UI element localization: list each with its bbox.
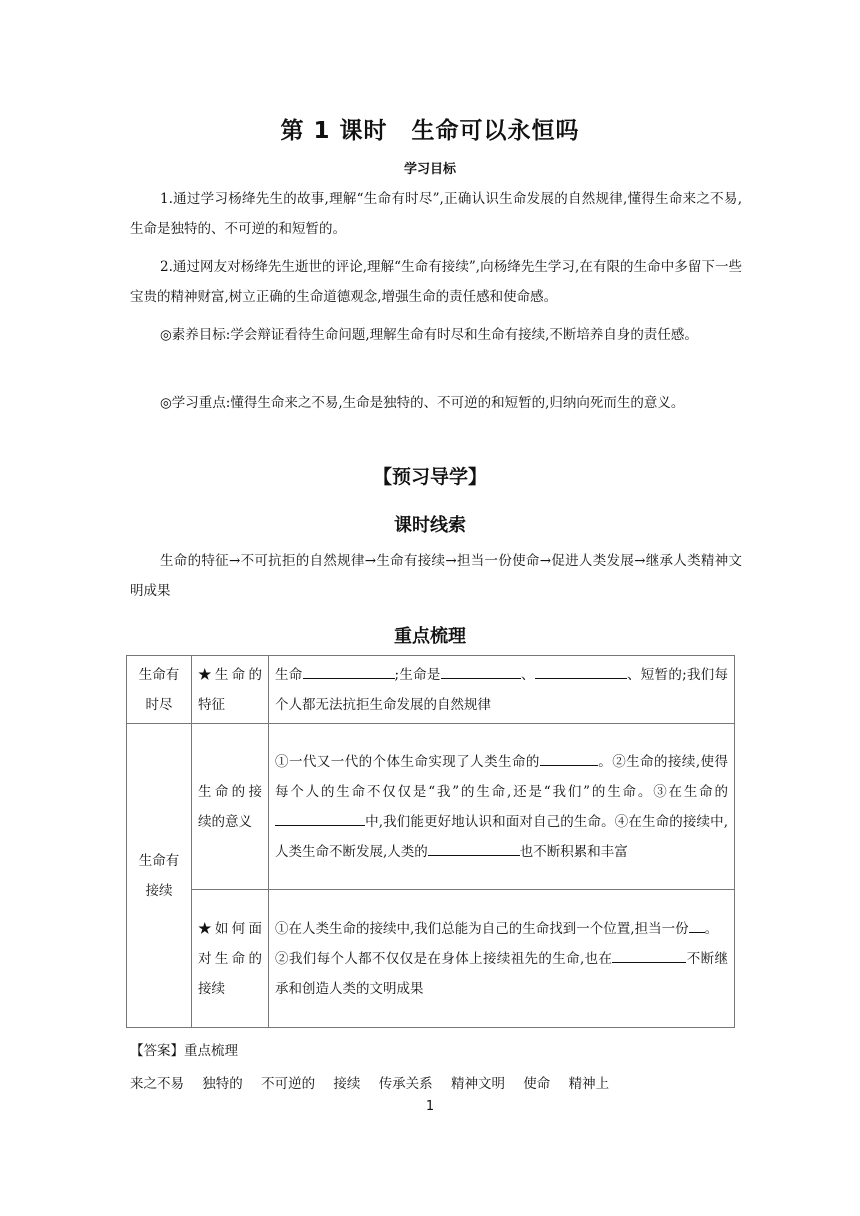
answer-item: 接续 (333, 1076, 361, 1092)
table-row (127, 890, 735, 1028)
topic-cell-meaning: 生命的接续的意义 (192, 724, 269, 890)
fill-blank[interactable] (428, 837, 520, 856)
fill-blank[interactable] (535, 660, 627, 679)
facing-point-2 (275, 944, 728, 1004)
group-cell-time-limit: 生命有时尽 (127, 656, 192, 724)
answer-item: 不可逆的 (261, 1076, 316, 1092)
page-number: 1 (425, 1099, 435, 1114)
fill-blank[interactable] (275, 807, 365, 826)
fill-blank[interactable] (612, 944, 686, 963)
answer-item: 传承关系 (378, 1076, 433, 1092)
cell-text: 不断继承和创造人类的文明成果 (275, 950, 728, 997)
lesson-title: 第 1 课时 生命可以永恒吗 (280, 118, 580, 144)
objectives-heading: 学习目标 (403, 162, 456, 177)
fill-blank[interactable] (441, 660, 521, 679)
cell-text: 也不断积累和丰富 (519, 843, 628, 860)
cell-text: 。②生命的接续,使得每个人的生命不仅仅是“我”的生命,还是“我们”的生命。③在生命的 (275, 753, 728, 800)
answer-item: 来之不易 (130, 1076, 184, 1092)
cell-text: ②我们每个人都不仅仅是在身体上接续祖先的生命,也在 (275, 950, 613, 967)
table-row (127, 724, 735, 890)
cell-text: 生命 (275, 666, 303, 683)
objective-2: 2.通过网友对杨绛先生逝世的评论,理解“生命有接续”,向杨绛先生学习,在有限的生命中多留下一些宝贵的精神财富,树立正确的生命道德观念,增强生命的责任感和使命感。 (130, 259, 742, 305)
facing-point-1 (275, 914, 728, 944)
answer-list (130, 1072, 623, 1092)
fill-blank[interactable] (303, 660, 395, 679)
key-point: ◎学习重点:懂得生命来之不易,生命是独特的、不可逆的和短暂的,归纳向死而生的意义。 (160, 395, 685, 411)
summary-heading: 重点梳理 (394, 626, 466, 647)
group-cell-continuation: 生命有接续 (127, 724, 192, 1028)
content-cell-facing (269, 890, 735, 1028)
clue-text: 生命的特征→不可抗拒的自然规律→生命有接续→担当一份使命→促进人类发展→继承人类精神文明成果 (130, 553, 742, 599)
answer-item: 精神上 (568, 1076, 610, 1092)
content-cell-meaning (269, 724, 735, 890)
summary-table (126, 655, 735, 1028)
cell-text: ①在人类生命的接续中,我们总能为自己的生命找到一个位置,担当一份 (275, 920, 689, 937)
clue-heading: 课时线索 (394, 515, 466, 536)
fill-blank[interactable] (540, 747, 598, 766)
cell-text: ①一代又一代的个体生命实现了人类生命的 (275, 753, 540, 770)
cell-text: 中,我们能更好地认识和面对自己的生命。④在生命的接续中,人类生命不断发展,人类的 (275, 813, 728, 860)
topic-cell-facing: ★如何面对生命的接续 (192, 890, 269, 1028)
objective-1: 1.通过学习杨绛先生的故事,理解“生命有时尽”,正确认识生命发展的自然规律,懂得生命来之不易,生命是独特的、不可逆的和短暂的。 (130, 191, 742, 237)
table-row (127, 656, 735, 724)
cell-text: 、 (520, 666, 535, 683)
literacy-goal: ◎素养目标:学会辩证看待生命问题,理解生命有时尽和生命有接续,不断培养自身的责任感。 (160, 327, 698, 343)
answer-label: 【答案】重点梳理 (130, 1043, 238, 1059)
cell-text: 、短暂的;我们每个人都无法抗拒生命发展的自然规律 (275, 666, 728, 713)
cell-text: ;生命是 (394, 666, 441, 683)
cell-text: 。 (704, 920, 719, 937)
topic-cell-features: ★生命的特征 (192, 656, 269, 724)
content-cell-features (269, 656, 735, 724)
fill-blank[interactable] (689, 914, 705, 933)
answer-item: 使命 (523, 1076, 551, 1092)
answer-item: 精神文明 (450, 1076, 505, 1092)
answer-item: 独特的 (202, 1076, 243, 1092)
preview-heading: 【预习导学】 (372, 466, 487, 488)
